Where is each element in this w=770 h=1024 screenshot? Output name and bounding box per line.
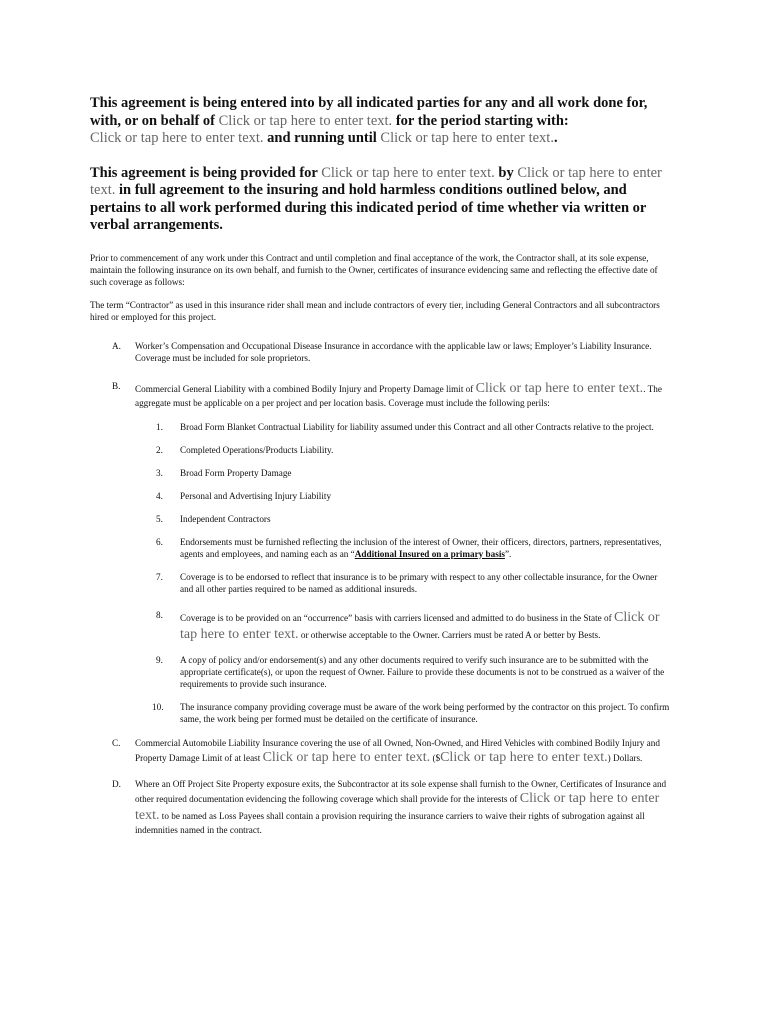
subitem-1: [90, 421, 670, 433]
subitem-number: 8.: [156, 609, 163, 620]
item-text: to be named as Loss Payees shall contain a provision requiring the insurance carriers to waive their rights of subrogation against all indemnities named in the contract.: [135, 810, 645, 835]
auto-limit-amount-placeholder-field[interactable]: Click or tap here to enter text.: [440, 749, 608, 765]
intro-text: and running until: [263, 130, 381, 146]
item-text: Commercial General Liability with a combined Bodily Injury and Property Damage limit of: [135, 383, 476, 394]
item-text: ($: [430, 752, 441, 763]
item-text: ) Dollars.: [607, 752, 643, 763]
intro-text: by: [494, 164, 518, 181]
subitem-number: 9.: [156, 654, 163, 665]
auto-limit-words-placeholder-field[interactable]: Click or tap here to enter text.: [262, 749, 431, 765]
intro-text: .: [553, 130, 558, 146]
item-label: B.: [112, 380, 121, 391]
item-a: [90, 340, 670, 364]
provided-for-placeholder-field[interactable]: Click or tap here to enter text.: [321, 164, 495, 181]
subitem-number: 7.: [156, 571, 163, 582]
item-label: C.: [112, 737, 121, 748]
subitem-text: Completed Operations/Products Liability.: [180, 444, 334, 455]
subitem-text: Personal and Advertising Injury Liability: [180, 490, 332, 501]
subitem-number: 2.: [156, 444, 163, 455]
subitem-number: 1.: [156, 421, 163, 432]
subitem-text: Coverage is to be endorsed to reflect that insurance is to be primary with respect to any other collectable insurance, for the Owner and all other parties required to be named as additional insureds.: [180, 571, 658, 594]
state-placeholder-field[interactable]: Click or tap here to enter text.: [180, 609, 660, 642]
subitem-text: Broad Form Property Damage: [180, 467, 292, 478]
intro-text: This agreement is being provided for: [90, 164, 322, 181]
intro-text: This agreement is being entered into by all indicated parties for any and all work done for, with, or on behalf of: [90, 95, 648, 129]
item-b: [90, 380, 670, 409]
item-d: [90, 778, 670, 836]
subitem-2: [90, 444, 670, 456]
subitem-text: Broad Form Blanket Contractual Liability for liability assumed under this Contract and all other Contracts relative to the project.: [180, 421, 654, 432]
intro-paragraph-2: [90, 165, 670, 235]
party-placeholder-field[interactable]: Click or tap here to enter text.: [218, 112, 393, 129]
end-date-placeholder-field[interactable]: Click or tap here to enter text.: [380, 130, 554, 146]
loss-payee-placeholder-field[interactable]: Click or tap here to enter text.: [135, 790, 660, 823]
item-text: Commercial Automobile Liability Insurance covering the use of all Owned, Non-Owned, and Hired Vehicles with combined Bodily Injury and Property Damage Limit of at least: [135, 737, 660, 763]
subitem-text: ”.: [504, 548, 512, 559]
subitem-text: Independent Contractors: [180, 513, 271, 524]
item-label: A.: [112, 340, 121, 351]
subitem-9: [90, 654, 670, 690]
subitem-10: [90, 701, 670, 725]
subitem-6: [90, 536, 670, 560]
prior-paragraph: Prior to commencement of any work under this Contract and until completion and final acceptance of the work, the Contractor shall, at its sole expense, maintain the following insurance on its own behalf, and furnish to the Owner, certificates of insurance evidencing same and reflecting the effective date of such coverage as follows:: [90, 252, 658, 287]
term-paragraph: The term “Contractor” as used in this insurance rider shall mean and include contractors of every tier, including General Contractors and all subcontractors hired or employed for this project.: [90, 299, 660, 322]
subitem-4: [90, 490, 670, 502]
subitem-text: A copy of policy and/or endorsement(s) and any other documents required to verify such insurance are to be submitted with the appropriate certificate(s), or upon the request of Owner. Failure to provide these documents is not to be construed as a waiver of the requirements to provide such insurance.: [180, 654, 665, 689]
subitem-number: 10.: [152, 701, 164, 712]
item-text: Where an Off Project Site Property exposure exits, the Subcontractor at its sole expense shall furnish to the Owner, Certificates of Insurance and other required documentation evidencing the following coverage which shall provide for the interests of: [135, 778, 667, 804]
additional-insured-emphasis: Additional Insured on a primary basis: [354, 548, 505, 559]
subitem-3: [90, 467, 670, 479]
subitem-8: [90, 609, 670, 643]
subitem-7: [90, 571, 670, 595]
subitem-number: 4.: [156, 490, 163, 501]
gl-limit-placeholder-field[interactable]: Click or tap here to enter text.: [475, 380, 644, 396]
item-label: D.: [112, 778, 121, 789]
provided-by-placeholder-field[interactable]: Click or tap here to enter text.: [90, 164, 662, 198]
intro-paragraph-1: [90, 95, 670, 148]
item-text: Worker’s Compensation and Occupational Disease Insurance in accordance with the applicable law or laws; Employer’s Liability Insurance. Coverage must be included for sole proprietors.: [135, 340, 652, 363]
subitem-text: Coverage is to be provided on an “occurrence” basis with carriers licensed and admitted to do business in the State of: [180, 612, 614, 623]
item-text: . The aggregate must be applicable on a per project and per location basis. Coverage must include the following perils:: [135, 383, 662, 408]
intro-text: in full agreement to the insuring and hold harmless conditions outlined below, and pertains to all work performed during this indicated period of time whether via written or verbal arrangements.: [90, 182, 647, 233]
intro-text: for the period starting with:: [392, 112, 569, 129]
subitem-text: Endorsements must be furnished reflecting the inclusion of the interest of Owner, their officers, directors, partners, representatives, agents and employees, and naming each as an “: [180, 536, 662, 559]
item-c: [90, 737, 670, 766]
subitem-number: 3.: [156, 467, 163, 478]
subitem-text: or otherwise acceptable to the Owner. Carriers must be rated A or better by Bests.: [298, 629, 601, 640]
start-date-placeholder-field[interactable]: Click or tap here to enter text.: [90, 130, 264, 146]
subitem-number: 6.: [156, 536, 163, 547]
subitem-5: [90, 513, 670, 525]
subitem-number: 5.: [156, 513, 163, 524]
document-page: [90, 95, 670, 852]
subitem-text: The insurance company providing coverage must be aware of the work being performed by the contractor on this project. To confirm same, the work being per formed must be detailed on the certificate of insurance.: [180, 701, 670, 724]
